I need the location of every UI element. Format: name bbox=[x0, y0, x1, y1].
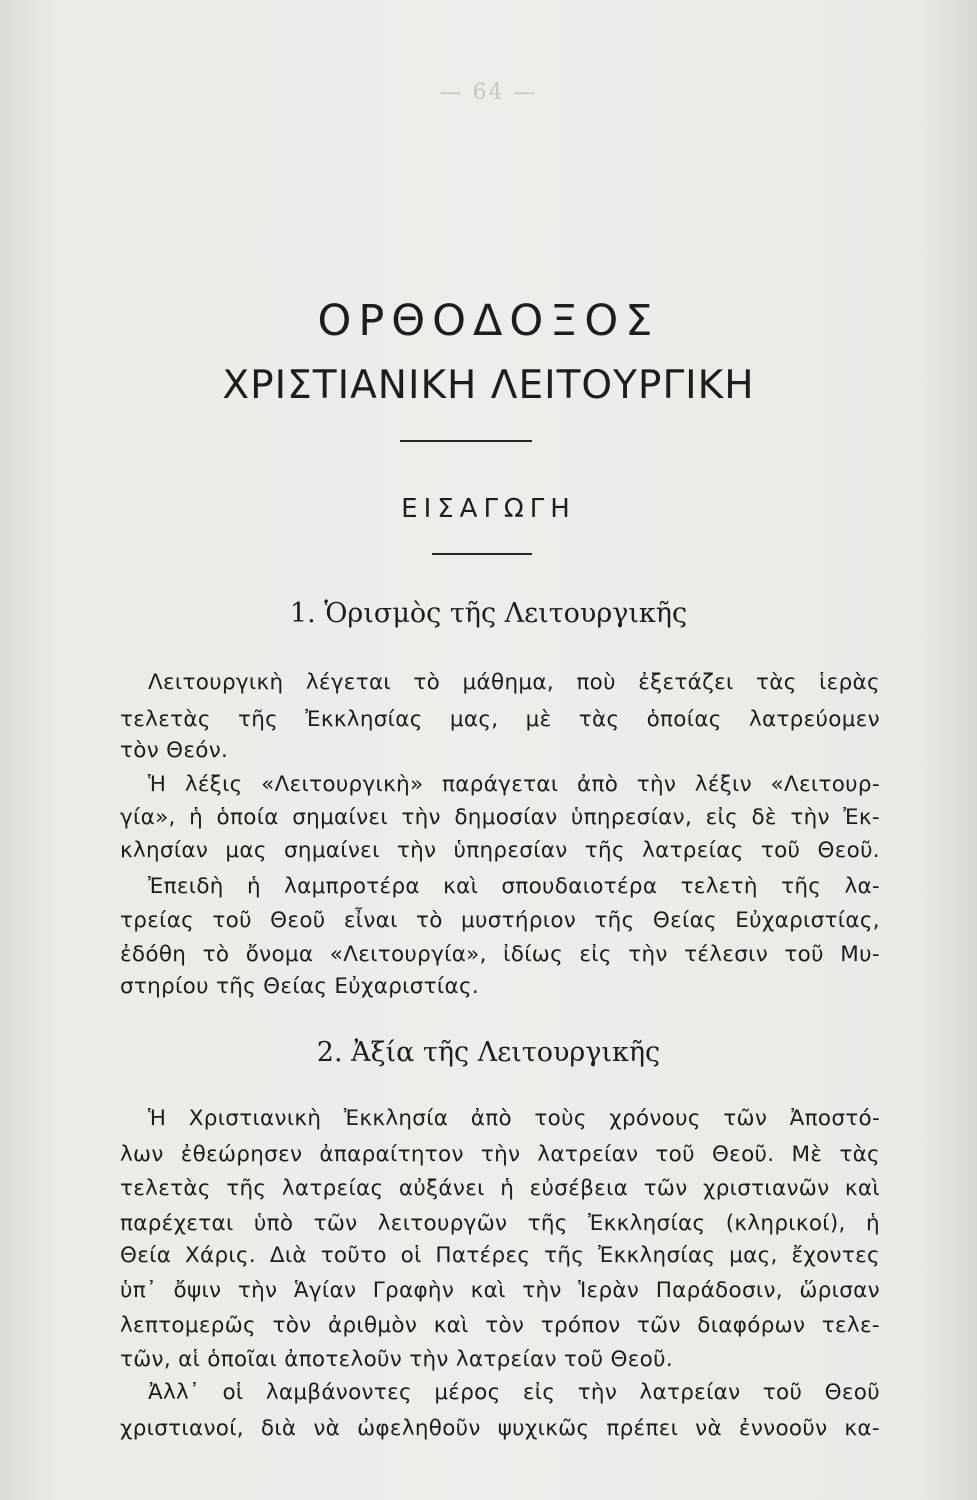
word: διαφόρων bbox=[697, 1313, 806, 1338]
word: ἡ bbox=[246, 874, 261, 899]
word: λεπτομερῶς bbox=[120, 1313, 256, 1338]
word: τελετὰς bbox=[120, 707, 211, 732]
word: ὁποία bbox=[216, 805, 279, 830]
word: Ἐκκλησίας bbox=[597, 1243, 716, 1268]
paragraph-line bbox=[120, 1241, 880, 1271]
word: Ἐπειδὴ bbox=[148, 874, 224, 899]
word: λατρεύομεν bbox=[748, 707, 880, 732]
word: ἀπαραίτητον bbox=[319, 1142, 464, 1167]
paragraph-line bbox=[120, 705, 880, 735]
word: ὑπ᾿ bbox=[120, 1278, 158, 1303]
word: αὐξάνει bbox=[398, 1176, 485, 1201]
word: τὸ bbox=[202, 942, 230, 967]
title-divider bbox=[400, 440, 532, 442]
word: παρέχεται bbox=[120, 1211, 234, 1236]
word: Ἀλλ᾿ bbox=[148, 1380, 201, 1405]
book-subtitle: ΧΡΙΣΤΙΑΝΙΚΗ ΛΕΙΤΟΥΡΓΙΚΗ bbox=[222, 363, 755, 408]
word: Ἁγίαν bbox=[293, 1278, 357, 1303]
word: Θεοῦ. bbox=[817, 838, 880, 863]
word: Μὲ bbox=[791, 1142, 823, 1167]
word: τὰς bbox=[578, 707, 620, 732]
word: σπουδαιοτέρα bbox=[501, 874, 658, 899]
paragraph-line: στηρίου τῆς Θείας Εὐχαριστίας. bbox=[120, 974, 480, 999]
word: νὰ bbox=[695, 1416, 722, 1441]
word: Ἐκ- bbox=[843, 805, 880, 830]
word: τῶν bbox=[643, 1176, 688, 1201]
word: μὲ bbox=[525, 707, 552, 732]
word: τὴν bbox=[790, 805, 830, 830]
paragraph-line bbox=[120, 940, 880, 970]
word: Εὐχαριστίας, bbox=[735, 908, 880, 933]
word: Λειτουργικὴ bbox=[148, 670, 284, 695]
section-heading-1: 1. Ὁρισμὸς τῆς Λειτουργικῆς bbox=[289, 598, 688, 629]
word: ὁποίας bbox=[646, 707, 722, 732]
word: τοῦ bbox=[655, 1142, 695, 1167]
word: «Λειτουργικὴ» bbox=[261, 772, 424, 797]
word: διὰ bbox=[260, 1416, 297, 1441]
word: ἱερὰς bbox=[819, 670, 880, 695]
word: ὥρισαν bbox=[799, 1278, 880, 1303]
word: τῶν bbox=[723, 1106, 768, 1131]
word: «Λειτουρ- bbox=[770, 772, 880, 797]
word: τῆς bbox=[544, 1243, 585, 1268]
word: τοῦτο bbox=[320, 1243, 387, 1268]
word: τρείας bbox=[120, 908, 195, 933]
word: Θεοῦ bbox=[824, 1380, 880, 1405]
word: λα- bbox=[844, 874, 880, 899]
paragraph-line bbox=[148, 872, 880, 902]
word: σημαίνει bbox=[283, 838, 380, 863]
word: χριστιανῶν bbox=[703, 1176, 830, 1201]
word: τὰς bbox=[839, 1142, 880, 1167]
section-heading-2: 2. Ἀξία τῆς Λειτουργικῆς bbox=[316, 1037, 661, 1068]
word: ἀπὸ bbox=[470, 1106, 512, 1131]
word: ὑπὸ bbox=[253, 1211, 294, 1236]
word: ἡ bbox=[500, 1176, 515, 1201]
word: Ἐκκλησία bbox=[343, 1106, 449, 1131]
word: Θεοῦ. bbox=[711, 1142, 775, 1167]
word: Χάρις. bbox=[184, 1243, 257, 1268]
word: τὸν bbox=[485, 1313, 525, 1338]
word: Ἐκκλησίας bbox=[305, 707, 423, 732]
word: τέλεσιν bbox=[684, 942, 768, 967]
word: δὲ bbox=[751, 805, 777, 830]
paragraph-line bbox=[120, 1209, 880, 1239]
word: λατρείαν bbox=[537, 1142, 639, 1167]
word: τῆς bbox=[594, 908, 635, 933]
word: (κληρικοί), bbox=[725, 1211, 846, 1236]
word: εἶναι bbox=[343, 908, 398, 933]
word: τὴν bbox=[522, 1278, 562, 1303]
word: ψυχικῶς bbox=[497, 1416, 590, 1441]
word: μάθημα, bbox=[462, 670, 554, 695]
word: εἰς bbox=[579, 942, 612, 967]
word: χρόνους bbox=[609, 1106, 701, 1131]
word: ἐθεώρησεν bbox=[180, 1142, 303, 1167]
word: τοῦ bbox=[762, 1380, 803, 1405]
word: ἐξετάζει bbox=[638, 670, 734, 695]
word: τοῦ bbox=[784, 942, 824, 967]
word: καὶ bbox=[433, 1313, 469, 1338]
word: «Λειτουργία», bbox=[329, 942, 487, 967]
word: ἐδόθη bbox=[120, 942, 187, 967]
paragraph-line: τῶν, αἱ ὁποῖαι ἀποτελοῦν τὴν λατρείαν τοῦ Θεοῦ. bbox=[120, 1347, 673, 1372]
word: τῆς bbox=[527, 1211, 568, 1236]
chapter-divider bbox=[432, 553, 532, 555]
paragraph-line bbox=[148, 1378, 880, 1408]
word: τὸ bbox=[413, 670, 441, 695]
word: μέρος bbox=[434, 1380, 501, 1405]
word: ἔχοντες bbox=[791, 1243, 880, 1268]
word: δημοσίαν bbox=[454, 805, 558, 830]
word: καὶ bbox=[470, 1278, 506, 1303]
word: τὴν bbox=[401, 805, 441, 830]
word: νὰ bbox=[313, 1416, 341, 1441]
word: Χριστιανικὴ bbox=[188, 1106, 322, 1131]
paragraph-line bbox=[120, 1276, 880, 1306]
word: Πατέρες bbox=[435, 1243, 531, 1268]
word: λαμβάνοντες bbox=[265, 1380, 412, 1405]
word: ἀπὸ bbox=[576, 772, 619, 797]
word: Ἱερὰν bbox=[578, 1278, 640, 1303]
word: Θεία bbox=[120, 1243, 172, 1268]
paragraph-line bbox=[120, 803, 880, 833]
word: Διὰ bbox=[269, 1243, 307, 1268]
word: λατρείας bbox=[642, 838, 744, 863]
word: ὑπηρεσίαν, bbox=[570, 805, 693, 830]
word: εὐσέβεια bbox=[529, 1176, 629, 1201]
word: λατρείαν bbox=[639, 1380, 741, 1405]
word: Γραφὴν bbox=[372, 1278, 455, 1303]
word: τῶν bbox=[313, 1211, 358, 1236]
word: ἀριθμὸν bbox=[327, 1313, 418, 1338]
word: τῶν bbox=[636, 1313, 681, 1338]
word: Ἡ bbox=[148, 772, 167, 797]
word: τρόπον bbox=[540, 1313, 621, 1338]
paragraph-line bbox=[120, 1414, 880, 1444]
word: ὄνομα bbox=[245, 942, 314, 967]
word: χριστιανοί, bbox=[120, 1416, 244, 1441]
word: λων bbox=[120, 1142, 164, 1167]
book-title: ΟΡΘΟΔΟΞΟΣ bbox=[317, 296, 660, 346]
word: τὴν bbox=[237, 1278, 278, 1303]
word: πρέπει bbox=[606, 1416, 679, 1441]
paragraph-line: τὸν Θεόν. bbox=[120, 738, 229, 763]
paragraph-line bbox=[148, 1104, 880, 1134]
word: τελε- bbox=[821, 1313, 880, 1338]
paragraph-line bbox=[148, 668, 880, 698]
word: οἱ bbox=[400, 1243, 422, 1268]
word: Ἐκκλησίας bbox=[588, 1211, 706, 1236]
word: τὸν bbox=[272, 1313, 312, 1338]
bleed-through-page-number: — 64 — bbox=[439, 80, 538, 105]
paragraph-line bbox=[120, 836, 880, 866]
word: εἰς bbox=[522, 1380, 556, 1405]
word: μας, bbox=[729, 1243, 778, 1268]
word: Παράδοσιν, bbox=[655, 1278, 783, 1303]
word: καὶ bbox=[844, 1176, 880, 1201]
word: τοὺς bbox=[534, 1106, 587, 1131]
word: τὰς bbox=[756, 670, 797, 695]
word: γία», bbox=[120, 805, 176, 830]
word: τὴν bbox=[636, 772, 677, 797]
word: κλησίαν bbox=[120, 838, 209, 863]
word: τὴν bbox=[628, 942, 668, 967]
word: τῆς bbox=[226, 1176, 267, 1201]
word: τὴν bbox=[396, 838, 437, 863]
paragraph-line bbox=[120, 1311, 880, 1341]
word: τελετὴ bbox=[680, 874, 758, 899]
paragraph-line bbox=[120, 1140, 880, 1170]
word: τοῦ bbox=[760, 838, 801, 863]
word: ἡ bbox=[866, 1211, 880, 1236]
word: ὠφεληθοῦν bbox=[357, 1416, 481, 1441]
word: Ἡ bbox=[148, 1106, 167, 1131]
word: εἰς bbox=[705, 805, 738, 830]
word: καὶ bbox=[443, 874, 479, 899]
paragraph-line bbox=[148, 770, 880, 800]
word: τελετὰς bbox=[120, 1176, 211, 1201]
word: λέγεται bbox=[305, 670, 391, 695]
word: μας, bbox=[449, 707, 499, 732]
word: Ἀποστό- bbox=[789, 1106, 880, 1131]
word: τὸ bbox=[416, 908, 443, 933]
word: λέξις bbox=[184, 772, 243, 797]
word: ἰδίως bbox=[503, 942, 563, 967]
word: τῆς bbox=[237, 707, 279, 732]
word: λέξιν bbox=[694, 772, 752, 797]
word: τοῦ bbox=[212, 908, 252, 933]
paragraph-line bbox=[120, 906, 880, 936]
paragraph-line bbox=[120, 1174, 880, 1204]
word: μυστήριον bbox=[461, 908, 577, 933]
word: σημαίνει bbox=[292, 805, 388, 830]
word: ὑπηρεσίαν bbox=[453, 838, 568, 863]
word: ὄψιν bbox=[173, 1278, 222, 1303]
word: Θεοῦ bbox=[270, 908, 326, 933]
word: τὴν bbox=[577, 1380, 618, 1405]
word: κα- bbox=[844, 1416, 880, 1441]
word: ἐννοοῦν bbox=[738, 1416, 828, 1441]
word: οἱ bbox=[222, 1380, 244, 1405]
word: Θείας bbox=[652, 908, 717, 933]
word: παράγεται bbox=[442, 772, 559, 797]
word: ποὺ bbox=[576, 670, 616, 695]
word: λειτουργῶν bbox=[377, 1211, 508, 1236]
word: Μυ- bbox=[840, 942, 880, 967]
word: μας bbox=[225, 838, 267, 863]
word: ἡ bbox=[189, 805, 204, 830]
word: λατρείας bbox=[281, 1176, 384, 1201]
chapter-title: ΕΙΣΑΓΩΓΗ bbox=[401, 494, 576, 524]
word: τῆς bbox=[584, 838, 625, 863]
word: τὴν bbox=[480, 1142, 521, 1167]
word: τῆς bbox=[781, 874, 822, 899]
word: λαμπροτέρα bbox=[284, 874, 420, 899]
